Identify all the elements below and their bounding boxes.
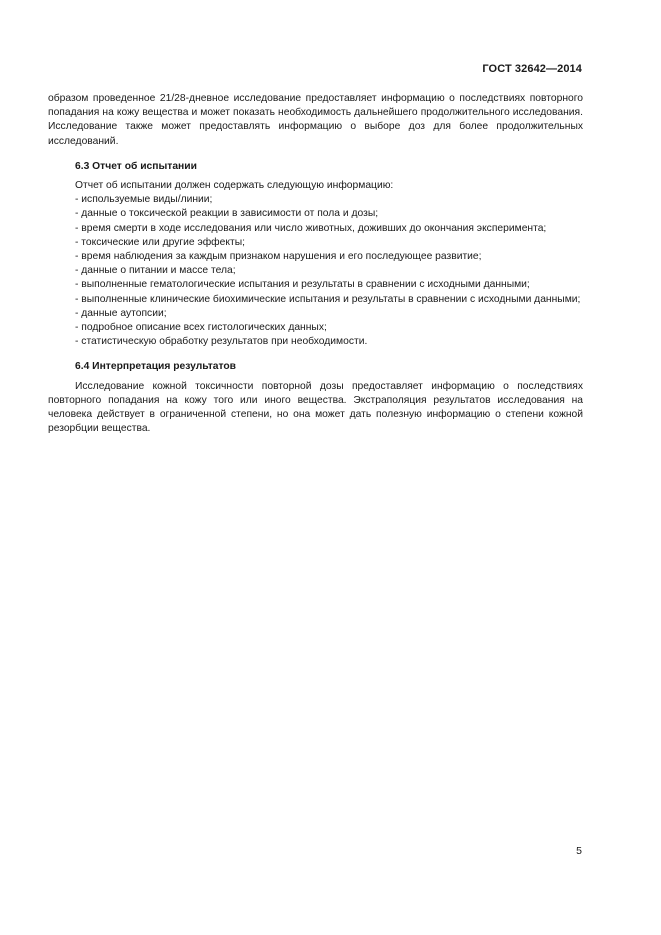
- list-item: - выполненные гематологические испытания и результаты в сравнении с исходными данными;: [75, 279, 530, 291]
- list-item: - токсические или другие эффекты;: [75, 236, 245, 248]
- section-6-3-lead: Отчет об испытании должен содержать следующую информацию:: [75, 180, 394, 192]
- page-content: [48, 92, 583, 436]
- section-6-3-title: 6.3 Отчет об испытании: [75, 160, 197, 172]
- list-item: - данные о токсической реакции в зависимости от пола и дозы;: [75, 208, 379, 220]
- intro-paragraph: образом проведенное 21/28-дневное исследование предоставляет информацию о последствиях повторного попадания на кожу вещества и может показать необходимость дальнейшего продолжительного исследования. Исследование также может предоставлять информацию о выборе доз для более продолжительных исследований.: [48, 93, 583, 147]
- list-item: - статистическую обработку результатов при необходимости.: [75, 336, 368, 348]
- list-item: - время смерти в ходе исследования или число животных, доживших до окончания эксперимента;: [75, 222, 547, 234]
- page-number: 5: [576, 845, 582, 857]
- list-item: - данные о питании и массе тела;: [75, 265, 236, 277]
- list-item: - подробное описание всех гистологических данных;: [75, 322, 327, 334]
- list-item: - выполненные клинические биохимические испытания и результаты в сравнении с исходными данными;: [75, 293, 581, 305]
- section-6-4-title: 6.4 Интерпретация результатов: [75, 361, 236, 373]
- report-contents-list: [48, 193, 583, 349]
- document-code: ГОСТ 32642—2014: [482, 63, 582, 75]
- list-item: - используемые виды/линии;: [75, 194, 213, 206]
- list-item: - данные аутопсии;: [75, 307, 167, 319]
- list-item: - время наблюдения за каждым признаком нарушения и его последующее развитие;: [75, 251, 482, 263]
- section-6-4-paragraph: Исследование кожной токсичности повторной дозы предоставляет информацию о последствиях повторного попадания на кожу того или иного вещества. Экстраполяция результатов исследования на человека действует в ограниченной степени, но она может дать полезную информацию о степени кожной резорбции вещества.: [48, 380, 583, 435]
